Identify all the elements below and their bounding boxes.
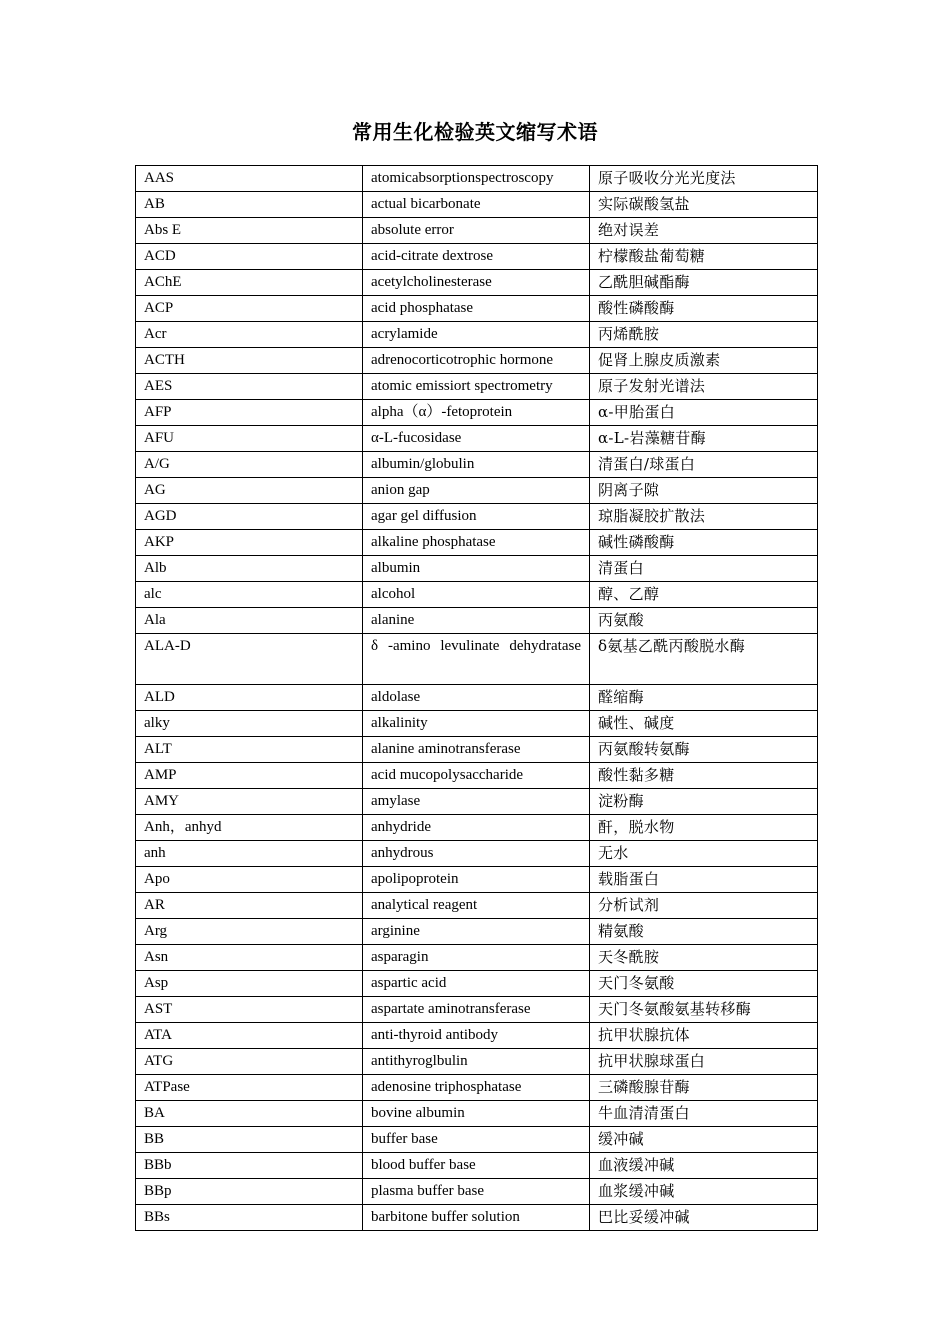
english-term-cell: anti-thyroid antibody: [363, 1023, 590, 1049]
abbreviation-cell: ALT: [136, 737, 363, 763]
english-term-cell: alpha（α）-fetoprotein: [363, 400, 590, 426]
chinese-term-cell: 原子吸收分光光度法: [590, 166, 818, 192]
abbreviation-cell: ALD: [136, 685, 363, 711]
table-row: [136, 452, 818, 478]
chinese-term-cell: 清蛋白/球蛋白: [590, 452, 818, 478]
chinese-term-cell: 酸性磷酸酶: [590, 296, 818, 322]
table-row: [136, 374, 818, 400]
table-row: [136, 815, 818, 841]
abbreviation-cell: Asp: [136, 971, 363, 997]
chinese-term-cell: 乙酰胆碱酯酶: [590, 270, 818, 296]
abbreviation-cell: Asn: [136, 945, 363, 971]
chinese-term-cell: 酸性黏多糖: [590, 763, 818, 789]
table-row: [136, 478, 818, 504]
chinese-term-cell: 醇、乙醇: [590, 582, 818, 608]
abbreviation-cell: BBs: [136, 1205, 363, 1231]
page-title: 常用生化检验英文缩写术语: [352, 120, 598, 144]
table-row: [136, 296, 818, 322]
chinese-term-cell: 天门冬氨酸: [590, 971, 818, 997]
english-term-cell: arginine: [363, 919, 590, 945]
english-term-cell: amylase: [363, 789, 590, 815]
abbreviation-cell: AES: [136, 374, 363, 400]
abbreviation-cell: ACTH: [136, 348, 363, 374]
abbreviation-cell: AB: [136, 192, 363, 218]
english-term-cell: acrylamide: [363, 322, 590, 348]
english-term-cell: acetylcholinesterase: [363, 270, 590, 296]
english-term-cell: plasma buffer base: [363, 1179, 590, 1205]
table-row: [136, 634, 818, 685]
table-row: [136, 1101, 818, 1127]
terminology-table: [135, 165, 818, 1231]
chinese-term-cell: 清蛋白: [590, 556, 818, 582]
abbreviation-cell: ACD: [136, 244, 363, 270]
table-row: [136, 763, 818, 789]
table-row: [136, 166, 818, 192]
abbreviation-cell: Alb: [136, 556, 363, 582]
table-row: [136, 685, 818, 711]
english-term-cell: acid phosphatase: [363, 296, 590, 322]
chinese-term-cell: 酐，脱水物: [590, 815, 818, 841]
table-row: [136, 192, 818, 218]
chinese-term-cell: 促肾上腺皮质激素: [590, 348, 818, 374]
english-term-cell: alkaline phosphatase: [363, 530, 590, 556]
chinese-term-cell: 血液缓冲碱: [590, 1153, 818, 1179]
chinese-term-cell: 血浆缓冲碱: [590, 1179, 818, 1205]
english-term-cell: alcohol: [363, 582, 590, 608]
abbreviation-cell: AR: [136, 893, 363, 919]
table-row: [136, 737, 818, 763]
english-term-cell: atomicabsorptionspectroscopy: [363, 166, 590, 192]
table-row: [136, 244, 818, 270]
chinese-term-cell: 丙氨酸转氨酶: [590, 737, 818, 763]
abbreviation-cell: Acr: [136, 322, 363, 348]
chinese-term-cell: 牛血清清蛋白: [590, 1101, 818, 1127]
english-term-cell: agar gel diffusion: [363, 504, 590, 530]
chinese-term-cell: 无水: [590, 841, 818, 867]
abbreviation-cell: AFP: [136, 400, 363, 426]
table-row: [136, 1153, 818, 1179]
english-term-cell: bovine albumin: [363, 1101, 590, 1127]
chinese-term-cell: 抗甲状腺球蛋白: [590, 1049, 818, 1075]
english-term-cell: buffer base: [363, 1127, 590, 1153]
english-term-cell: analytical reagent: [363, 893, 590, 919]
english-term-cell: albumin: [363, 556, 590, 582]
abbreviation-cell: BA: [136, 1101, 363, 1127]
table-row: [136, 530, 818, 556]
chinese-term-cell: 天冬酰胺: [590, 945, 818, 971]
english-term-cell: anion gap: [363, 478, 590, 504]
table-row: [136, 711, 818, 737]
abbreviation-cell: AChE: [136, 270, 363, 296]
chinese-term-cell: 分析试剂: [590, 893, 818, 919]
english-term-cell: anhydride: [363, 815, 590, 841]
english-term-cell: antithyroglbulin: [363, 1049, 590, 1075]
table-row: [136, 919, 818, 945]
abbreviation-cell: alc: [136, 582, 363, 608]
english-term-cell: δ -amino levulinate dehydratase: [363, 634, 590, 685]
english-term-cell: alanine: [363, 608, 590, 634]
table-row: [136, 270, 818, 296]
table-row: [136, 1179, 818, 1205]
abbreviation-cell: Arg: [136, 919, 363, 945]
table-row: [136, 997, 818, 1023]
table-row: [136, 971, 818, 997]
chinese-term-cell: 碱性、碱度: [590, 711, 818, 737]
table-row: [136, 867, 818, 893]
table-row: [136, 789, 818, 815]
abbreviation-cell: ATA: [136, 1023, 363, 1049]
table-row: [136, 426, 818, 452]
table-row: [136, 1205, 818, 1231]
abbreviation-cell: AG: [136, 478, 363, 504]
abbreviation-cell: AMY: [136, 789, 363, 815]
english-term-cell: atomic emissiort spectrometry: [363, 374, 590, 400]
table-row: [136, 218, 818, 244]
chinese-term-cell: 缓冲碱: [590, 1127, 818, 1153]
english-term-cell: alkalinity: [363, 711, 590, 737]
english-term-cell: adrenocorticotrophic hormone: [363, 348, 590, 374]
table-row: [136, 582, 818, 608]
abbreviation-cell: BBb: [136, 1153, 363, 1179]
abbreviation-cell: BBp: [136, 1179, 363, 1205]
abbreviation-cell: ACP: [136, 296, 363, 322]
abbreviation-cell: Anh，anhyd: [136, 815, 363, 841]
english-term-cell: anhydrous: [363, 841, 590, 867]
table-row: [136, 348, 818, 374]
english-term-cell: apolipoprotein: [363, 867, 590, 893]
chinese-term-cell: 丙氨酸: [590, 608, 818, 634]
abbreviation-cell: ATPase: [136, 1075, 363, 1101]
chinese-term-cell: 绝对误差: [590, 218, 818, 244]
chinese-term-cell: α-甲胎蛋白: [590, 400, 818, 426]
english-term-cell: aspartate aminotransferase: [363, 997, 590, 1023]
table-row: [136, 1049, 818, 1075]
chinese-term-cell: 巴比妥缓冲碱: [590, 1205, 818, 1231]
chinese-term-cell: 实际碳酸氢盐: [590, 192, 818, 218]
english-term-cell: α-L-fucosidase: [363, 426, 590, 452]
table-row: [136, 893, 818, 919]
chinese-term-cell: 丙烯酰胺: [590, 322, 818, 348]
abbreviation-cell: ALA-D: [136, 634, 363, 685]
table-row: [136, 608, 818, 634]
english-term-cell: aspartic acid: [363, 971, 590, 997]
chinese-term-cell: 阴离子隙: [590, 478, 818, 504]
abbreviation-cell: BB: [136, 1127, 363, 1153]
english-term-cell: barbitone buffer solution: [363, 1205, 590, 1231]
abbreviation-cell: AMP: [136, 763, 363, 789]
table-row: [136, 1023, 818, 1049]
abbreviation-cell: AST: [136, 997, 363, 1023]
abbreviation-cell: alky: [136, 711, 363, 737]
abbreviation-cell: AAS: [136, 166, 363, 192]
table-row: [136, 841, 818, 867]
abbreviation-cell: Abs E: [136, 218, 363, 244]
chinese-term-cell: 碱性磷酸酶: [590, 530, 818, 556]
chinese-term-cell: 原子发射光谱法: [590, 374, 818, 400]
chinese-term-cell: δ氨基乙酰丙酸脱水酶: [590, 634, 818, 685]
abbreviation-cell: anh: [136, 841, 363, 867]
english-term-cell: actual bicarbonate: [363, 192, 590, 218]
table-row: [136, 1075, 818, 1101]
chinese-term-cell: 精氨酸: [590, 919, 818, 945]
chinese-term-cell: 淀粉酶: [590, 789, 818, 815]
chinese-term-cell: 柠檬酸盐葡萄糖: [590, 244, 818, 270]
english-term-cell: albumin/globulin: [363, 452, 590, 478]
abbreviation-cell: A/G: [136, 452, 363, 478]
english-term-cell: alanine aminotransferase: [363, 737, 590, 763]
abbreviation-cell: AFU: [136, 426, 363, 452]
chinese-term-cell: 天门冬氨酸氨基转移酶: [590, 997, 818, 1023]
terminology-table-body: [136, 166, 818, 1231]
abbreviation-cell: Apo: [136, 867, 363, 893]
english-term-cell: asparagin: [363, 945, 590, 971]
abbreviation-cell: AGD: [136, 504, 363, 530]
english-term-cell: aldolase: [363, 685, 590, 711]
table-row: [136, 400, 818, 426]
english-term-cell: acid mucopolysaccharide: [363, 763, 590, 789]
english-term-cell: blood buffer base: [363, 1153, 590, 1179]
table-row: [136, 556, 818, 582]
chinese-term-cell: 抗甲状腺抗体: [590, 1023, 818, 1049]
chinese-term-cell: 载脂蛋白: [590, 867, 818, 893]
abbreviation-cell: AKP: [136, 530, 363, 556]
table-row: [136, 322, 818, 348]
english-term-cell: acid-citrate dextrose: [363, 244, 590, 270]
english-term-cell: adenosine triphosphatase: [363, 1075, 590, 1101]
abbreviation-cell: ATG: [136, 1049, 363, 1075]
chinese-term-cell: 三磷酸腺苷酶: [590, 1075, 818, 1101]
chinese-term-cell: 醛缩酶: [590, 685, 818, 711]
table-row: [136, 504, 818, 530]
abbreviation-cell: Ala: [136, 608, 363, 634]
english-term-cell: absolute error: [363, 218, 590, 244]
chinese-term-cell: α-L-岩藻糖苷酶: [590, 426, 818, 452]
table-row: [136, 945, 818, 971]
chinese-term-cell: 琼脂凝胶扩散法: [590, 504, 818, 530]
table-row: [136, 1127, 818, 1153]
